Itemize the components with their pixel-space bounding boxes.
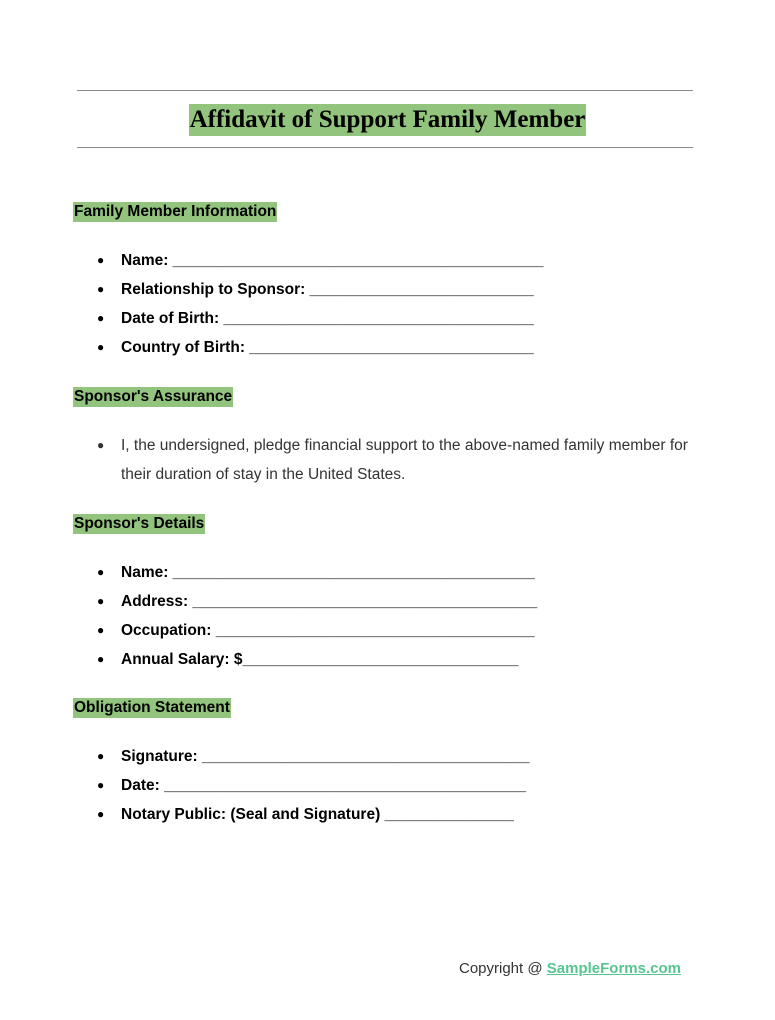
copyright-footer	[459, 960, 681, 977]
list-item-address: ● Address: ________________________________________	[97, 587, 537, 616]
title-container	[0, 104, 775, 136]
copyright-text: Copyright @	[459, 960, 547, 977]
list-item-signature: ● Signature: ______________________________________	[97, 742, 530, 771]
bullet-icon: ●	[97, 282, 105, 296]
sponsors-assurance-list	[97, 431, 691, 489]
title-rule-bottom	[77, 147, 693, 148]
list-item-name: ● Name: ___________________________________________	[97, 246, 543, 275]
bullet-icon: ●	[97, 311, 105, 325]
title-rule-top	[77, 90, 693, 91]
sampleforms-link[interactable]: SampleForms.com	[546, 960, 681, 977]
section-heading-family-member-information: Family Member Information	[74, 203, 277, 220]
list-item-relationship: ● Relationship to Sponsor: __________________________	[97, 275, 543, 304]
bullet-icon: ●	[97, 807, 105, 821]
bullet-icon: ●	[97, 340, 105, 354]
document-title: Affidavit of Support Family Member	[189, 104, 587, 136]
family-member-information-list	[97, 246, 543, 362]
bullet-icon: ●	[97, 778, 105, 792]
bullet-icon: ●	[97, 594, 105, 608]
list-item-sponsor-name: ● Name: __________________________________________	[97, 558, 537, 587]
section-heading-sponsors-assurance: Sponsor's Assurance	[74, 388, 233, 405]
list-item-notary-public: ● Notary Public: (Seal and Signature) _______________	[97, 800, 530, 829]
list-item-country-of-birth: ● Country of Birth: _________________________________	[97, 333, 543, 362]
obligation-statement-list	[97, 742, 530, 829]
bullet-icon: ●	[97, 438, 105, 452]
list-item-assurance-statement: ● I, the undersigned, pledge financial support to the above-named family member for their duration of stay in the United States.	[97, 431, 691, 489]
sponsors-details-list	[97, 558, 537, 674]
bullet-icon: ●	[97, 623, 105, 637]
list-item-annual-salary: ● Annual Salary: $________________________________	[97, 645, 537, 674]
list-item-date: ● Date: __________________________________________	[97, 771, 530, 800]
bullet-icon: ●	[97, 565, 105, 579]
list-item-occupation: ● Occupation: _____________________________________	[97, 616, 537, 645]
list-item-date-of-birth: ● Date of Birth: ____________________________________	[97, 304, 543, 333]
bullet-icon: ●	[97, 652, 105, 666]
section-heading-sponsors-details: Sponsor's Details	[74, 515, 205, 532]
section-heading-obligation-statement: Obligation Statement	[74, 699, 230, 716]
bullet-icon: ●	[97, 253, 105, 267]
bullet-icon: ●	[97, 749, 105, 763]
